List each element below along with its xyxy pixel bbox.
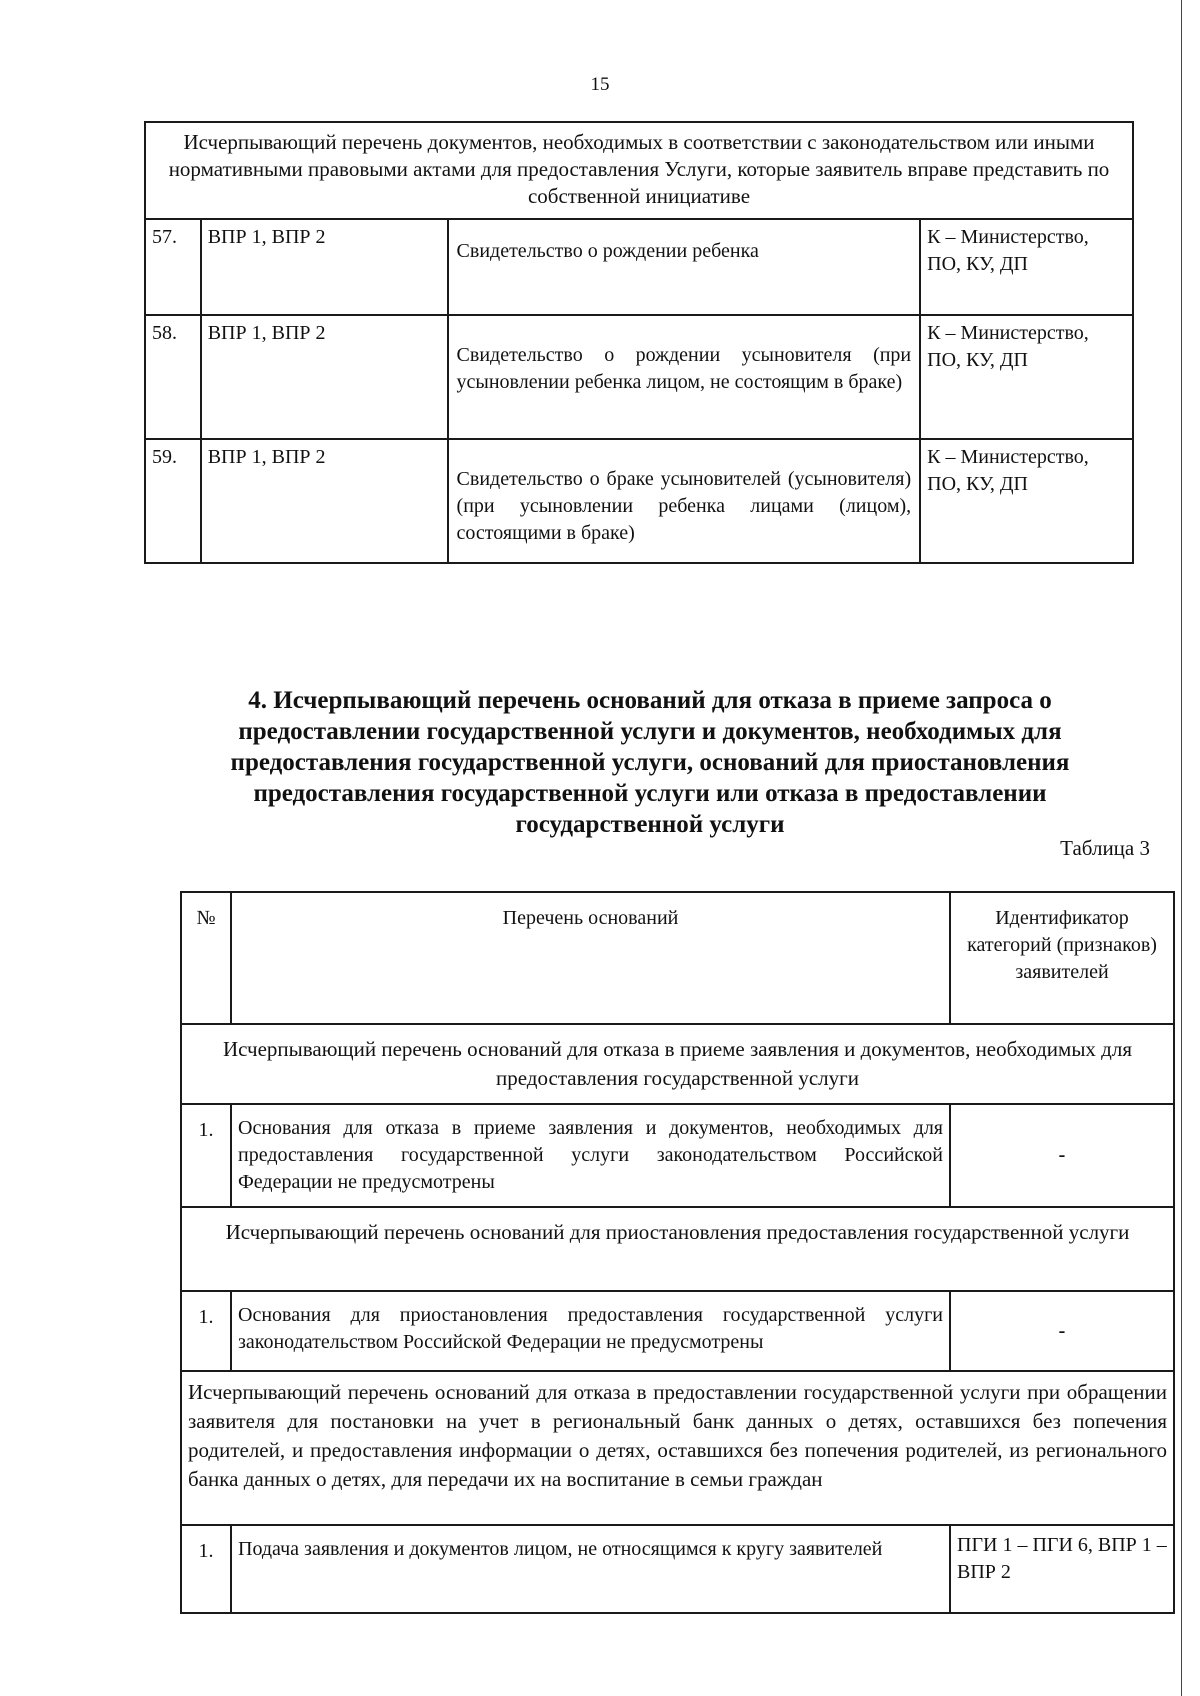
row-reason: Основания для приостановления предоставления государственной услуги законодательством Российской Федерации не предусмотрены <box>231 1291 950 1371</box>
column-header-identifier: Идентификатор категорий (признаков) заявителей <box>950 892 1174 1024</box>
table-row <box>145 439 1133 563</box>
table-row <box>181 1104 1174 1207</box>
scan-edge-line <box>1181 0 1182 1696</box>
group-title: Исчерпывающий перечень оснований для отказа в предоставлении государственной услуги при обращении заявителя для постановки на учет в региональный банк данных о детях, оставшихся без попечения родителей, и предоставления информации о детях, оставшихся без попечения родителей, из регионального банка данных о детях, для передачи их на воспитание в семьи граждан <box>181 1371 1174 1525</box>
row-number: 59. <box>145 439 201 563</box>
documents-table-header: Исчерпывающий перечень документов, необходимых в соответствии с законодательством или иными нормативными правовыми актами для предоставления Услуги, которые заявитель вправе представить по собственной инициативе <box>145 122 1133 219</box>
group-title-row <box>181 1207 1174 1291</box>
table-label: Таблица 3 <box>1060 836 1150 860</box>
column-header-reasons: Перечень оснований <box>231 892 950 1024</box>
row-category: ВПР 1, ВПР 2 <box>201 315 448 439</box>
group-title-row <box>181 1371 1174 1525</box>
table-row <box>181 1291 1174 1371</box>
reasons-table-header-row <box>181 892 1174 1024</box>
row-reason: Подача заявления и документов лицом, не относящимся к кругу заявителей <box>231 1525 950 1613</box>
row-reason: Основания для отказа в приеме заявления и документов, необходимых для предоставления государственной услуги законодательством Российской Федерации не предусмотрены <box>231 1104 950 1207</box>
table-row <box>145 219 1133 315</box>
row-number: 1. <box>181 1291 231 1371</box>
row-identifier: ПГИ 1 – ПГИ 6, ВПР 1 – ВПР 2 <box>950 1525 1174 1613</box>
row-category: ВПР 1, ВПР 2 <box>201 219 448 315</box>
row-document-text: Свидетельство о браке усыновителей (усыновителя) (при усыновлении ребенка лицами (лицом), состоящими в браке) <box>456 468 912 544</box>
row-document <box>448 219 921 315</box>
row-number: 1. <box>181 1525 231 1613</box>
row-number: 1. <box>181 1104 231 1207</box>
section-heading: 4. Исчерпывающий перечень оснований для отказа в приеме запроса о предоставлении государственной услуги и документов, необходимых для предоставления государственной услуги, оснований для приостановления предоставления государственной услуги или отказа в предоставлении государственной услуги <box>230 687 1070 838</box>
group-title: Исчерпывающий перечень оснований для приостановления предоставления государственной услуги <box>181 1207 1174 1291</box>
row-identifier: - <box>950 1291 1174 1371</box>
row-source: К – Министерство, ПО, КУ, ДП <box>920 219 1133 315</box>
group-title: Исчерпывающий перечень оснований для отказа в приеме заявления и документов, необходимых для предоставления государственной услуги <box>181 1024 1174 1104</box>
row-category: ВПР 1, ВПР 2 <box>201 439 448 563</box>
table-row <box>181 1525 1174 1613</box>
documents-table <box>144 121 1134 564</box>
row-identifier: - <box>950 1104 1174 1207</box>
row-number: 58. <box>145 315 201 439</box>
row-document <box>448 315 921 439</box>
row-document-text: Свидетельство о рождении ребенка <box>456 240 759 262</box>
column-header-number: № <box>181 892 231 1024</box>
group-title-row <box>181 1024 1174 1104</box>
row-document <box>448 439 921 563</box>
row-number: 57. <box>145 219 201 315</box>
table-row <box>145 315 1133 439</box>
page-number: 15 <box>590 74 610 95</box>
reasons-table <box>180 891 1175 1614</box>
row-document-text: Свидетельство о рождении усыновителя (при усыновлении ребенка лицом, не состоящим в браке) <box>456 344 912 393</box>
row-source: К – Министерство, ПО, КУ, ДП <box>920 315 1133 439</box>
row-source: К – Министерство, ПО, КУ, ДП <box>920 439 1133 563</box>
documents-table-header-row <box>145 122 1133 219</box>
